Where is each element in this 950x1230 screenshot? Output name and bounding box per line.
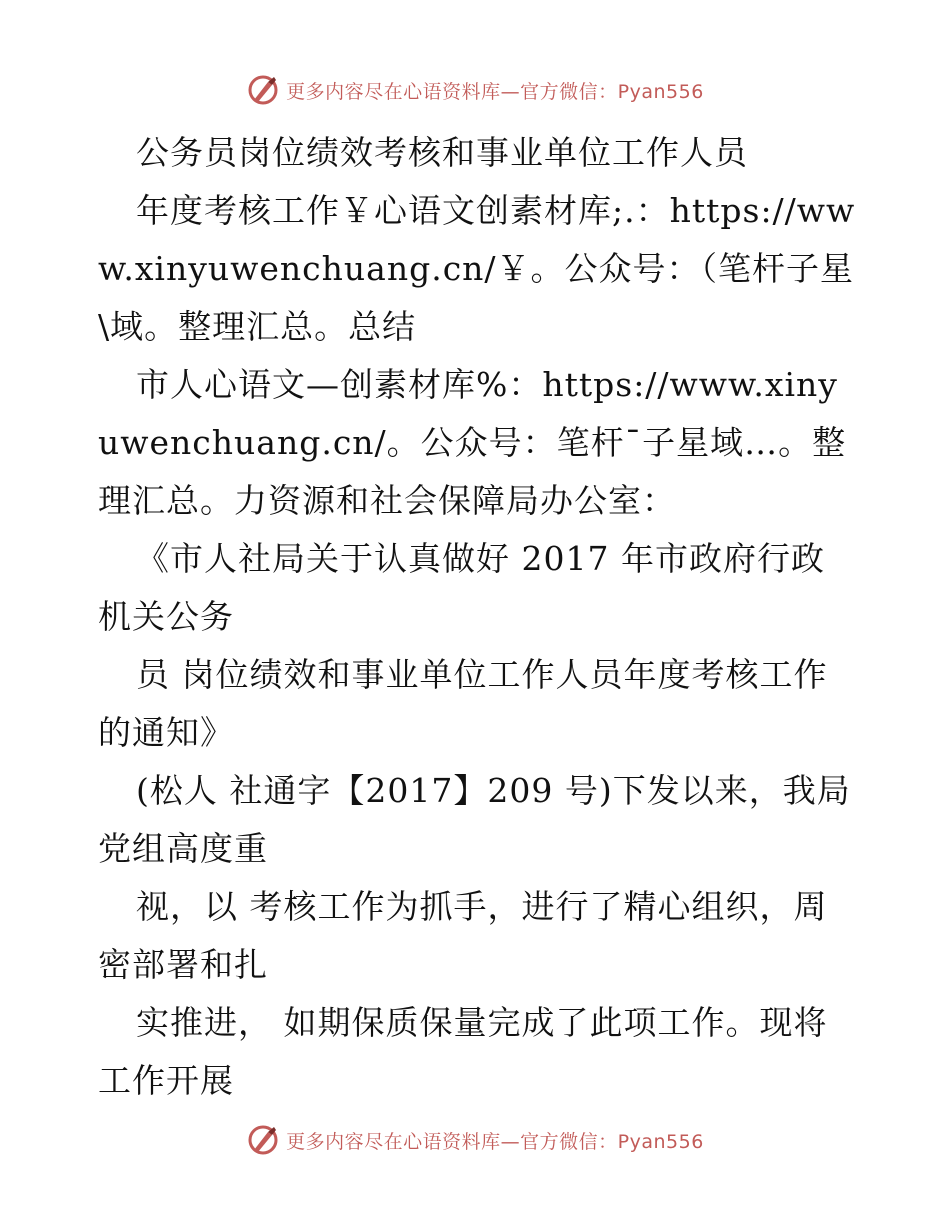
- paragraph-8: 实推进， 如期保质保量完成了此项工作。现将工作开展: [98, 1003, 828, 1100]
- header-watermark-text: 更多内容尽在心语资料库—官方微信：Pyan556: [286, 80, 704, 103]
- paragraph-6: (松人 社通字【2017】209 号)下发以来，我局党组高度重: [98, 771, 851, 868]
- footer-watermark-text: 更多内容尽在心语资料库—官方微信：Pyan556: [286, 1130, 704, 1153]
- paragraph-3: 市人心语文—创素材库%：https://www.xinyuwenchuang.cn/。公众号：笔杆¯子星域…。整理汇总。力资源和社会保障局办公室：: [98, 365, 847, 520]
- header-watermark-banner: [0, 70, 950, 110]
- document-body: [98, 124, 858, 1110]
- quill-logo-icon: [246, 73, 280, 107]
- paragraph-5: 员 岗位绩效和事业单位工作人员年度考核工作的通知》: [98, 655, 828, 752]
- paragraph-2: 年度考核工作￥心语文创素材库;.：https://www.xinyuwenchuang.cn/￥。公众号：（笔杆子星\域。整理汇总。总结: [98, 191, 856, 346]
- paragraph-1: 公务员岗位绩效考核和事业单位工作人员: [136, 133, 748, 172]
- paragraph-7: 视，以 考核工作为抓手，进行了精心组织，周密部署和扎: [98, 887, 828, 984]
- footer-watermark-banner: [0, 1120, 950, 1160]
- quill-logo-icon: [246, 1123, 280, 1157]
- paragraph-4: 《市人社局关于认真做好 2017 年市政府行政机关公务: [98, 539, 825, 636]
